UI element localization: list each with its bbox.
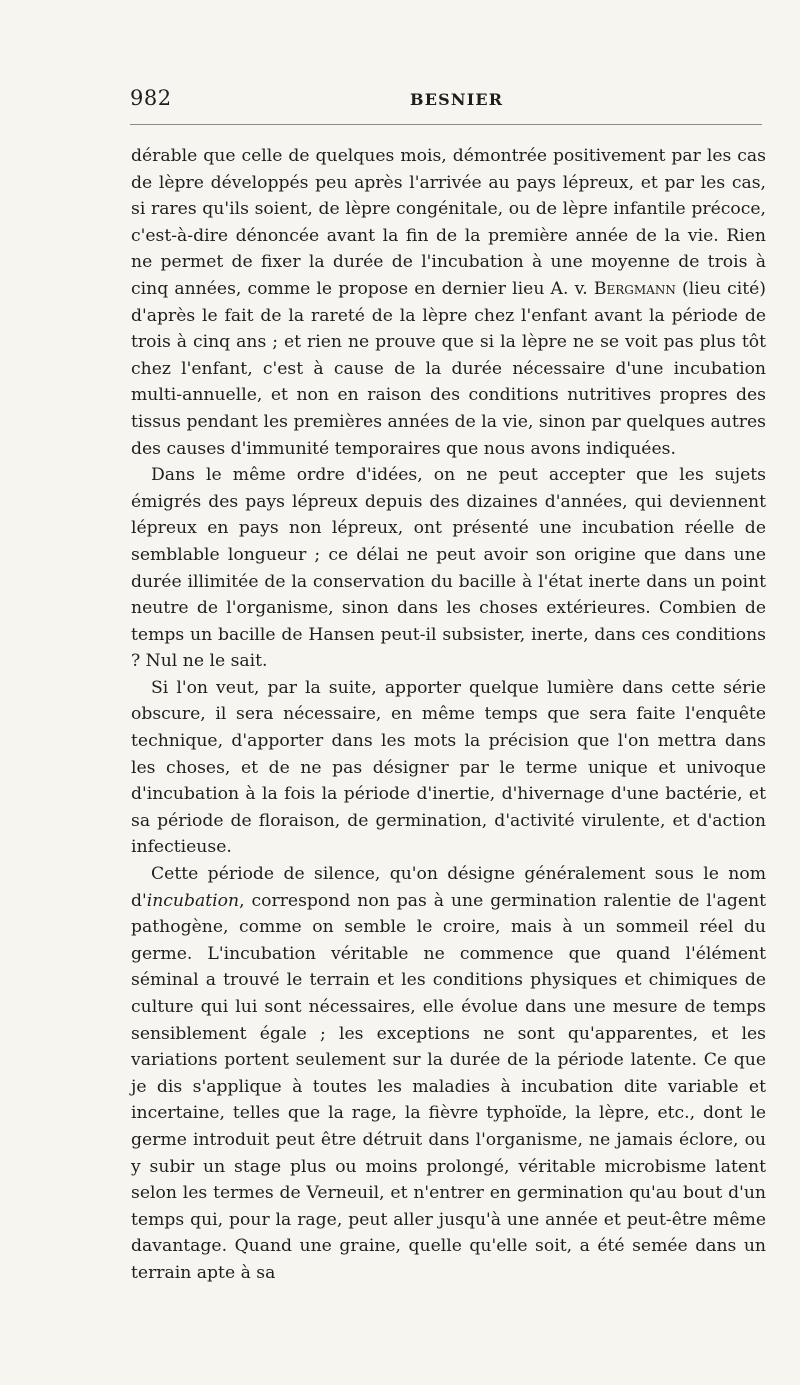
paragraph-continued (131, 143, 766, 462)
term-incubation: incubation (146, 890, 240, 911)
running-title: BESNIER (410, 90, 504, 109)
paragraph-3: Si l'on veut, par la suite, apporter quelque lumière dans cette série obscure, il sera nécessaire, en même temps que sera faite l'enquête technique, d'apporter dans les mots la précision que l'on mettra dans les choses, et de ne pas désigner par le terme unique et univoque d'incubation à la fois la période d'inertie, d'hivernage d'une bactérie, et sa période de floraison, de germination, d'activité virulente, et d'action infectieuse. (131, 677, 766, 858)
author-name-bergmann: Bergmann (593, 278, 676, 299)
header-rule (130, 124, 762, 125)
paragraph-1-text-a: dérable que celle de quelques mois, démontrée positivement par les cas de lèpre développés peu après l'arrivée au pays lépreux, et par les cas, si rares qu'ils soient, de lèpre congénitale, ou de lèpre infantile précoce, c'est-à-dire dénoncée avant la fin de la première année de la vie. Rien ne permet de fixer la durée de l'incubation à une moyenne de trois à cinq années, comme le propose en dernier lieu A. v. (131, 146, 766, 299)
paragraph-4 (131, 861, 766, 1287)
paragraph-1-text-b: (lieu cité) d'après le fait de la rareté de la lèpre chez l'enfant avant la période de trois à cinq ans ; et rien ne prouve que si la lèpre ne se voit pas plus tôt chez l'enfant, c'est à cause de la durée nécessaire d'une incubation multi-annuelle, et non en raison des conditions nutritives propres des tissus pendant les premières années de la vie, sinon par quelques autres des causes d'immunité temporaires que nous avons indiquées. (131, 278, 766, 459)
paragraph-4-text-b: , correspond non pas à une germination ralentie de l'agent pathogène, comme on semble le croire, mais à un sommeil réel du germe. L'incubation véritable ne commence que quand l'élément séminal a trouvé le terrain et les conditions physiques et chimiques de culture qui lui sont nécessaires, elle évolue dans une mesure de temps sensiblement égale ; les exceptions ne sont qu'apparentes, et les variations portent seulement sur la durée de la période latente. Ce que je dis s'applique à toutes les maladies à incubation dite variable et incertaine, telles que la rage, la fièvre typhoïde, la lèpre, etc., dont le germe introduit peut être détruit dans l'organisme, ne jamais éclore, ou y subir un stage plus ou moins prolongé, véritable microbisme latent selon les termes de Verneuil, et n'entrer en germination qu'au bout d'un temps qui, pour la rage, peut aller jusqu'à une année et peut-être même davantage. Quand une graine, quelle qu'elle soit, a été semée dans un terrain apte à sa (131, 890, 766, 1283)
page-number: 982 (130, 86, 172, 110)
running-head (130, 86, 766, 116)
paragraph-2: Dans le même ordre d'idées, on ne peut accepter que les sujets émigrés des pays lépreux depuis des dizaines d'années, qui deviennent lépreux en pays non lépreux, ont présenté une incubation réelle de semblable longueur ; ce délai ne peut avoir son origine que dans une durée illimitée de la conservation du bacille à l'état inerte dans un point neutre de l'organisme, sinon dans les choses extérieures. Combien de temps un bacille de Hansen peut-il subsister, inerte, dans ces conditions ? Nul ne le sait. (131, 465, 766, 672)
paragraph-4-text-a: Cette période de silence, qu'on désigne généralement sous le nom d' (131, 864, 766, 911)
page-body (131, 143, 766, 1287)
